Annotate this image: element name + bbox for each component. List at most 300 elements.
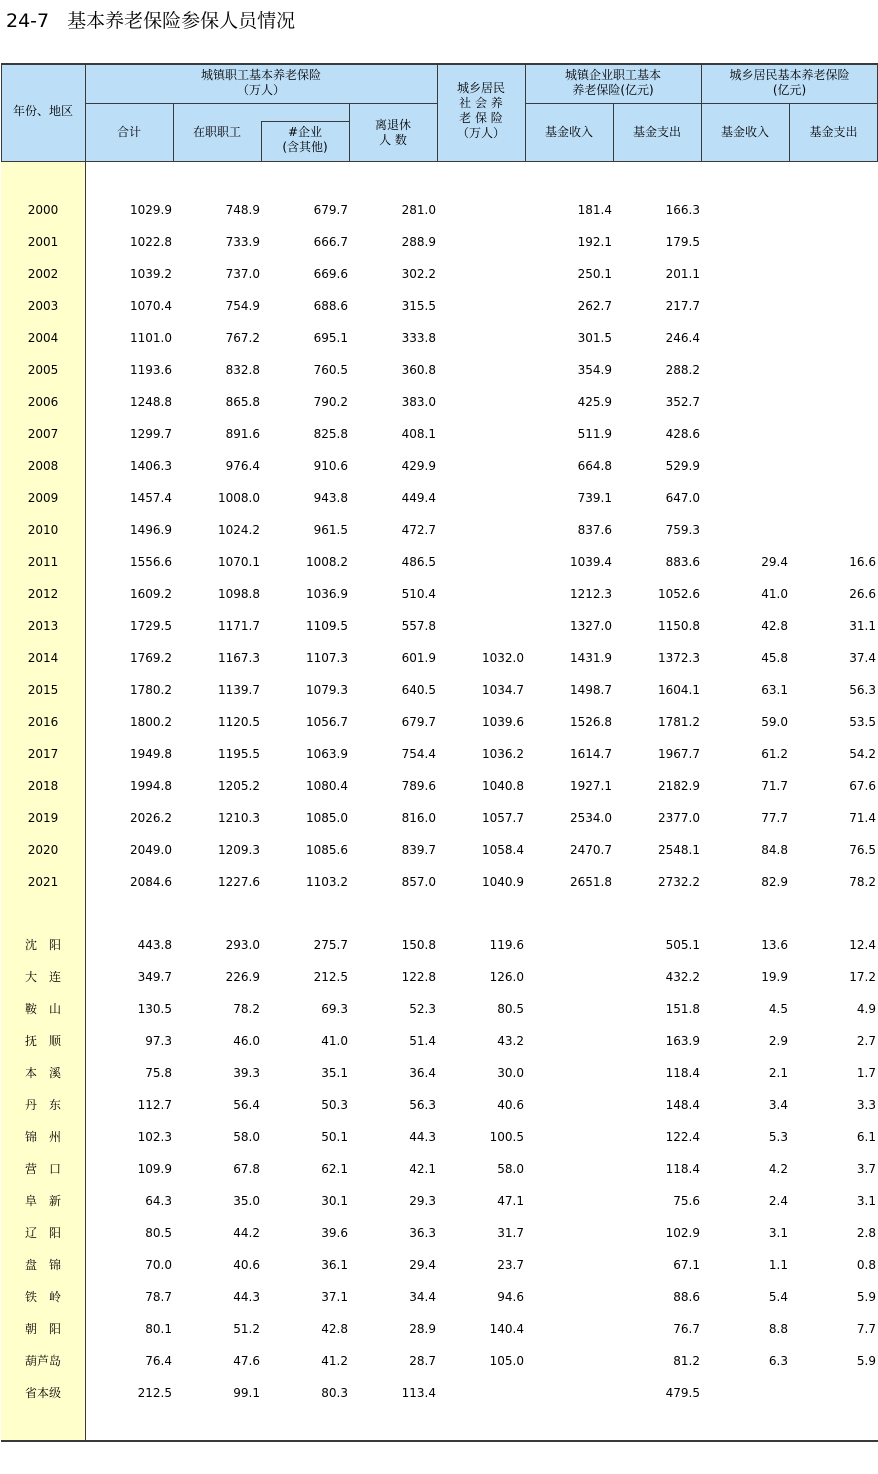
- row-label: 阜 新: [24, 1194, 61, 1208]
- table-cell: 102.9: [665, 1226, 700, 1240]
- table-cell: 40.6: [233, 1258, 260, 1272]
- table-cell: 472.7: [401, 523, 436, 537]
- table-cell: 75.8: [145, 1066, 172, 1080]
- table-cell: [708, 330, 788, 346]
- rule-header-bottom: [1, 161, 878, 162]
- table-cell: 2.7: [856, 1034, 876, 1048]
- table-cell: [532, 1001, 612, 1017]
- table-cell: 192.1: [577, 235, 612, 249]
- table-cell: 1024.2: [218, 523, 260, 537]
- row-label: 2004: [27, 331, 59, 345]
- table-cell: 109.9: [137, 1162, 172, 1176]
- table-cell: 737.0: [225, 267, 260, 281]
- table-cell: 59.0: [761, 715, 788, 729]
- table-cell: 767.2: [225, 331, 260, 345]
- table-header: [1, 64, 878, 161]
- row-label: 2008: [27, 459, 59, 473]
- table-cell: 754.9: [225, 299, 260, 313]
- table-cell: 6.1: [856, 1130, 876, 1144]
- table-cell: 29.4: [761, 555, 788, 569]
- table-cell: 1372.3: [658, 651, 700, 665]
- table-cell: 789.6: [401, 779, 436, 793]
- table-cell: 1498.7: [570, 683, 612, 697]
- rule-col-3: [261, 121, 262, 162]
- table-cell: [708, 266, 788, 282]
- table-cell: 1949.8: [130, 747, 172, 761]
- table-cell: 71.4: [849, 811, 876, 825]
- table-cell: 262.7: [577, 299, 612, 313]
- table-cell: 408.1: [401, 427, 436, 441]
- table-cell: [444, 394, 524, 410]
- table-cell: 816.0: [401, 811, 436, 825]
- table-cell: 1039.6: [482, 715, 524, 729]
- table-cell: 56.3: [849, 683, 876, 697]
- table-cell: 1150.8: [658, 619, 700, 633]
- table-cell: 961.5: [313, 523, 348, 537]
- header-group-enterprise-fund: [525, 68, 701, 98]
- table-cell: 39.3: [233, 1066, 260, 1080]
- table-cell: 35.1: [321, 1066, 348, 1080]
- table-cell: 688.6: [313, 299, 348, 313]
- table-cell: 118.4: [665, 1162, 700, 1176]
- table-cell: [708, 522, 788, 538]
- table-cell: 1526.8: [570, 715, 612, 729]
- table-cell: 217.7: [665, 299, 700, 313]
- table-cell: 5.9: [856, 1290, 876, 1304]
- table-cell: 832.8: [225, 363, 260, 377]
- table-cell: [532, 1033, 612, 1049]
- table-cell: 113.4: [401, 1386, 436, 1400]
- table-cell: 1193.6: [130, 363, 172, 377]
- table-cell: 1406.3: [130, 459, 172, 473]
- table-cell: 1769.2: [130, 651, 172, 665]
- row-label: 2013: [27, 619, 59, 633]
- table-cell: 84.8: [761, 843, 788, 857]
- table-cell: 2732.2: [658, 875, 700, 889]
- table-cell: 46.0: [233, 1034, 260, 1048]
- table-cell: 1079.3: [306, 683, 348, 697]
- table-cell: 679.7: [313, 203, 348, 217]
- table-cell: [444, 266, 524, 282]
- table-cell: 56.4: [233, 1098, 260, 1112]
- table-cell: 67.8: [233, 1162, 260, 1176]
- header-rural: [437, 81, 525, 141]
- table-cell: 5.4: [768, 1290, 788, 1304]
- table-cell: 51.2: [233, 1322, 260, 1336]
- row-label: 辽 阳: [24, 1226, 61, 1240]
- header-res-expense: 基金支出: [809, 125, 858, 139]
- table-cell: 1604.1: [658, 683, 700, 697]
- row-label: 大 连: [24, 970, 61, 984]
- header-total: 合计: [116, 125, 141, 139]
- table-cell: 857.0: [401, 875, 436, 889]
- header-enterprise-line2: (含其他): [282, 140, 328, 154]
- table-cell: [444, 490, 524, 506]
- table-cell: 8.8: [768, 1322, 788, 1336]
- row-label: 2009: [27, 491, 59, 505]
- table-cell: 40.6: [497, 1098, 524, 1112]
- table-cell: 44.3: [409, 1130, 436, 1144]
- table-cell: 28.7: [409, 1354, 436, 1368]
- table-cell: 349.7: [137, 970, 172, 984]
- table-cell: 67.6: [849, 779, 876, 793]
- table-cell: 883.6: [665, 555, 700, 569]
- table-cell: 449.4: [401, 491, 436, 505]
- table-cell: 1032.0: [482, 651, 524, 665]
- table-cell: 36.3: [409, 1226, 436, 1240]
- rule-col-6: [525, 64, 526, 162]
- table-cell: 41.0: [321, 1034, 348, 1048]
- table-cell: [708, 394, 788, 410]
- table-cell: 44.3: [233, 1290, 260, 1304]
- table-cell: 1080.4: [306, 779, 348, 793]
- table-cell: [532, 1353, 612, 1369]
- table-cell: 53.5: [849, 715, 876, 729]
- table-cell: 42.8: [761, 619, 788, 633]
- table-cell: 1781.2: [658, 715, 700, 729]
- table-cell: 1034.7: [482, 683, 524, 697]
- table-cell: 80.3: [321, 1386, 348, 1400]
- row-label: 2016: [27, 715, 59, 729]
- row-label: 丹 东: [24, 1098, 61, 1112]
- table-cell: [796, 234, 876, 250]
- header-group-enterprise-fund-line2: 养老保险(亿元): [572, 83, 654, 97]
- table-cell: 4.5: [768, 1002, 788, 1016]
- table-cell: 17.2: [849, 970, 876, 984]
- table-cell: 1210.3: [218, 811, 260, 825]
- table-cell: 77.7: [761, 811, 788, 825]
- table-cell: 4.2: [768, 1162, 788, 1176]
- header-res-income: 基金收入: [720, 125, 769, 139]
- row-label: 鞍 山: [24, 1002, 61, 1016]
- header-rural-line2: 社 会 养: [459, 96, 503, 110]
- row-label: 2019: [27, 811, 59, 825]
- table-cell: [444, 362, 524, 378]
- row-label: 2011: [27, 555, 59, 569]
- table-cell: 479.5: [665, 1386, 700, 1400]
- table-cell: 64.3: [145, 1194, 172, 1208]
- row-label: 2005: [27, 363, 59, 377]
- table-cell: 112.7: [137, 1098, 172, 1112]
- table-cell: 1927.1: [570, 779, 612, 793]
- table-cell: 443.8: [137, 938, 172, 952]
- table-cell: 425.9: [577, 395, 612, 409]
- table-cell: [796, 1385, 876, 1401]
- rule-header-mid-3: [262, 121, 349, 122]
- header-rural-line4: （万人）: [456, 126, 505, 140]
- row-label: 2001: [27, 235, 59, 249]
- table-cell: 3.3: [856, 1098, 876, 1112]
- table-cell: 35.0: [233, 1194, 260, 1208]
- row-label: 营 口: [24, 1162, 61, 1176]
- table-cell: [796, 298, 876, 314]
- table-cell: 23.7: [497, 1258, 524, 1272]
- table-cell: 31.1: [849, 619, 876, 633]
- table-cell: 275.7: [313, 938, 348, 952]
- table-cell: 1109.5: [306, 619, 348, 633]
- header-retired-line2: 人 数: [379, 133, 407, 147]
- table-cell: 1101.0: [130, 331, 172, 345]
- table-cell: 891.6: [225, 427, 260, 441]
- rule-top: [1, 63, 878, 65]
- table-cell: 666.7: [313, 235, 348, 249]
- table-cell: 44.2: [233, 1226, 260, 1240]
- header-group-urban-line1: 城镇职工基本养老保险: [200, 68, 321, 82]
- table-cell: 1609.2: [130, 587, 172, 601]
- header-employed: 在职职工: [192, 125, 241, 139]
- table-cell: 5.9: [856, 1354, 876, 1368]
- table-cell: 29.3: [409, 1194, 436, 1208]
- table-cell: 0.8: [856, 1258, 876, 1272]
- table-cell: [532, 1321, 612, 1337]
- table-cell: 67.1: [673, 1258, 700, 1272]
- table-cell: 250.1: [577, 267, 612, 281]
- row-label: 2021: [27, 875, 59, 889]
- header-enterprise: [261, 125, 349, 155]
- table-cell: 150.8: [401, 938, 436, 952]
- table-cell: 943.8: [313, 491, 348, 505]
- table-cell: [444, 618, 524, 634]
- table-cell: [444, 330, 524, 346]
- table-cell: 201.1: [665, 267, 700, 281]
- header-group-urban: [85, 68, 437, 98]
- table-cell: 1085.0: [306, 811, 348, 825]
- table-cell: 28.9: [409, 1322, 436, 1336]
- table-cell: 6.3: [768, 1354, 788, 1368]
- table-cell: 293.0: [225, 938, 260, 952]
- table-cell: [532, 1161, 612, 1177]
- table-cell: 910.6: [313, 459, 348, 473]
- table-cell: 1040.8: [482, 779, 524, 793]
- table-cell: 2.8: [856, 1226, 876, 1240]
- table-cell: 302.2: [401, 267, 436, 281]
- table-cell: 1098.8: [218, 587, 260, 601]
- table-cell: 118.4: [665, 1066, 700, 1080]
- header-row-label: 年份、地区: [12, 104, 73, 118]
- table-cell: 1008.2: [306, 555, 348, 569]
- table-cell: 360.8: [401, 363, 436, 377]
- table-cell: [796, 330, 876, 346]
- table-cell: 2049.0: [130, 843, 172, 857]
- table-cell: [796, 458, 876, 474]
- header-rural-line1: 城乡居民: [456, 81, 505, 95]
- header-group-resident-fund-line2: (亿元): [772, 83, 807, 97]
- table-cell: 61.2: [761, 747, 788, 761]
- row-label: 本 溪: [24, 1066, 61, 1080]
- table-cell: 5.3: [768, 1130, 788, 1144]
- table-cell: 166.3: [665, 203, 700, 217]
- table-cell: 212.5: [137, 1386, 172, 1400]
- table-cell: [532, 1385, 612, 1401]
- table-cell: 1036.9: [306, 587, 348, 601]
- table-cell: 80.5: [497, 1002, 524, 1016]
- table-cell: 354.9: [577, 363, 612, 377]
- table-cell: 1070.4: [130, 299, 172, 313]
- rule-col-5: [437, 64, 438, 162]
- table-cell: [796, 362, 876, 378]
- table-cell: 432.2: [665, 970, 700, 984]
- table-cell: [796, 202, 876, 218]
- table-cell: 1556.6: [130, 555, 172, 569]
- table-cell: 126.0: [489, 970, 524, 984]
- table-cell: 7.7: [856, 1322, 876, 1336]
- table-cell: 41.2: [321, 1354, 348, 1368]
- table-cell: 226.9: [225, 970, 260, 984]
- table-cell: 212.5: [313, 970, 348, 984]
- table-cell: 301.5: [577, 331, 612, 345]
- table-cell: 140.4: [489, 1322, 524, 1336]
- page-title: [6, 6, 295, 32]
- table-cell: 1107.3: [306, 651, 348, 665]
- table-cell: 80.5: [145, 1226, 172, 1240]
- table-cell: 352.7: [665, 395, 700, 409]
- table-cell: 122.4: [665, 1130, 700, 1144]
- table-cell: 1063.9: [306, 747, 348, 761]
- table-cell: 315.5: [401, 299, 436, 313]
- row-label: 沈 阳: [24, 938, 61, 952]
- table-cell: 1039.4: [570, 555, 612, 569]
- table-cell: 29.4: [409, 1258, 436, 1272]
- row-label: 2000: [27, 203, 59, 217]
- table-cell: 2.4: [768, 1194, 788, 1208]
- table-cell: 76.5: [849, 843, 876, 857]
- row-label: 2014: [27, 651, 59, 665]
- row-label: 抚 顺: [24, 1034, 61, 1048]
- table-cell: 69.3: [321, 1002, 348, 1016]
- table-cell: 37.1: [321, 1290, 348, 1304]
- table-cell: 30.1: [321, 1194, 348, 1208]
- table-cell: 71.7: [761, 779, 788, 793]
- table-cell: 383.0: [401, 395, 436, 409]
- table-cell: 1209.3: [218, 843, 260, 857]
- table-cell: 529.9: [665, 459, 700, 473]
- table-cell: 12.4: [849, 938, 876, 952]
- table-cell: 82.9: [761, 875, 788, 889]
- table-cell: [532, 969, 612, 985]
- table-cell: 3.4: [768, 1098, 788, 1112]
- table-cell: 486.5: [401, 555, 436, 569]
- table-cell: 58.0: [497, 1162, 524, 1176]
- table-cell: [444, 202, 524, 218]
- header-group-urban-line2: （万人）: [236, 83, 285, 97]
- table-cell: 45.8: [761, 651, 788, 665]
- table-cell: 47.6: [233, 1354, 260, 1368]
- table-cell: 669.6: [313, 267, 348, 281]
- header-ent-expense: 基金支出: [632, 125, 681, 139]
- table-cell: 105.0: [489, 1354, 524, 1368]
- table-cell: [532, 1257, 612, 1273]
- table-cell: [444, 298, 524, 314]
- table-cell: 148.4: [665, 1098, 700, 1112]
- table-cell: 511.9: [577, 427, 612, 441]
- table-cell: [444, 554, 524, 570]
- table-cell: 1103.2: [306, 875, 348, 889]
- row-label: 2010: [27, 523, 59, 537]
- table-cell: 102.3: [137, 1130, 172, 1144]
- table-cell: 510.4: [401, 587, 436, 601]
- row-label: 2003: [27, 299, 59, 313]
- table-cell: 1457.4: [130, 491, 172, 505]
- table-cell: 181.4: [577, 203, 612, 217]
- table-cell: [796, 426, 876, 442]
- table-cell: [532, 1097, 612, 1113]
- header-group-enterprise-fund-line1: 城镇企业职工基本: [564, 68, 661, 82]
- table-cell: 825.8: [313, 427, 348, 441]
- table-cell: 31.7: [497, 1226, 524, 1240]
- row-label: 2015: [27, 683, 59, 697]
- table-cell: 3.7: [856, 1162, 876, 1176]
- table-cell: 695.1: [313, 331, 348, 345]
- table-cell: 1070.1: [218, 555, 260, 569]
- row-label: 2006: [27, 395, 59, 409]
- table-cell: 62.1: [321, 1162, 348, 1176]
- table-cell: 94.6: [497, 1290, 524, 1304]
- table-cell: [532, 1129, 612, 1145]
- table-cell: 179.5: [665, 235, 700, 249]
- table-cell: 1327.0: [570, 619, 612, 633]
- table-cell: [708, 490, 788, 506]
- table-cell: 1029.9: [130, 203, 172, 217]
- table-cell: 13.6: [761, 938, 788, 952]
- table-cell: 4.9: [856, 1002, 876, 1016]
- table-title: 基本养老保险参保人员情况: [67, 10, 296, 32]
- table-cell: 34.4: [409, 1290, 436, 1304]
- table-cell: [796, 490, 876, 506]
- table-cell: [444, 1385, 524, 1401]
- table-cell: 97.3: [145, 1034, 172, 1048]
- table-cell: 1195.5: [218, 747, 260, 761]
- header-rural-line3: 老 保 险: [459, 111, 503, 125]
- row-label: 2017: [27, 747, 59, 761]
- table-cell: 754.4: [401, 747, 436, 761]
- table-cell: 748.9: [225, 203, 260, 217]
- table-cell: 1248.8: [130, 395, 172, 409]
- header-group-resident-fund: [701, 68, 878, 98]
- table-cell: 1.1: [768, 1258, 788, 1272]
- table-cell: 2470.7: [570, 843, 612, 857]
- table-cell: 26.6: [849, 587, 876, 601]
- table-cell: 1052.6: [658, 587, 700, 601]
- table-cell: 36.1: [321, 1258, 348, 1272]
- rule-header-mid-1: [85, 103, 437, 104]
- row-label: 铁 岭: [24, 1290, 61, 1304]
- table-cell: 1056.7: [306, 715, 348, 729]
- rule-col-1: [85, 64, 86, 1441]
- table-cell: 1057.7: [482, 811, 524, 825]
- table-cell: 54.2: [849, 747, 876, 761]
- table-cell: 1040.9: [482, 875, 524, 889]
- table-cell: [532, 1193, 612, 1209]
- table-cell: 1967.7: [658, 747, 700, 761]
- row-label: 锦 州: [24, 1130, 61, 1144]
- table-cell: 2377.0: [658, 811, 700, 825]
- table-cell: 790.2: [313, 395, 348, 409]
- header-group-resident-fund-line1: 城乡居民基本养老保险: [729, 68, 850, 82]
- rule-col-4: [349, 104, 350, 162]
- table-cell: 58.0: [233, 1130, 260, 1144]
- table-cell: 78.2: [849, 875, 876, 889]
- table-cell: 1085.6: [306, 843, 348, 857]
- table-cell: 2182.9: [658, 779, 700, 793]
- table-cell: 2651.8: [570, 875, 612, 889]
- table-cell: 37.4: [849, 651, 876, 665]
- table-cell: 56.3: [409, 1098, 436, 1112]
- table-cell: [708, 362, 788, 378]
- table-cell: 2.9: [768, 1034, 788, 1048]
- table-cell: [444, 586, 524, 602]
- table-cell: [532, 1225, 612, 1241]
- row-label: 2012: [27, 587, 59, 601]
